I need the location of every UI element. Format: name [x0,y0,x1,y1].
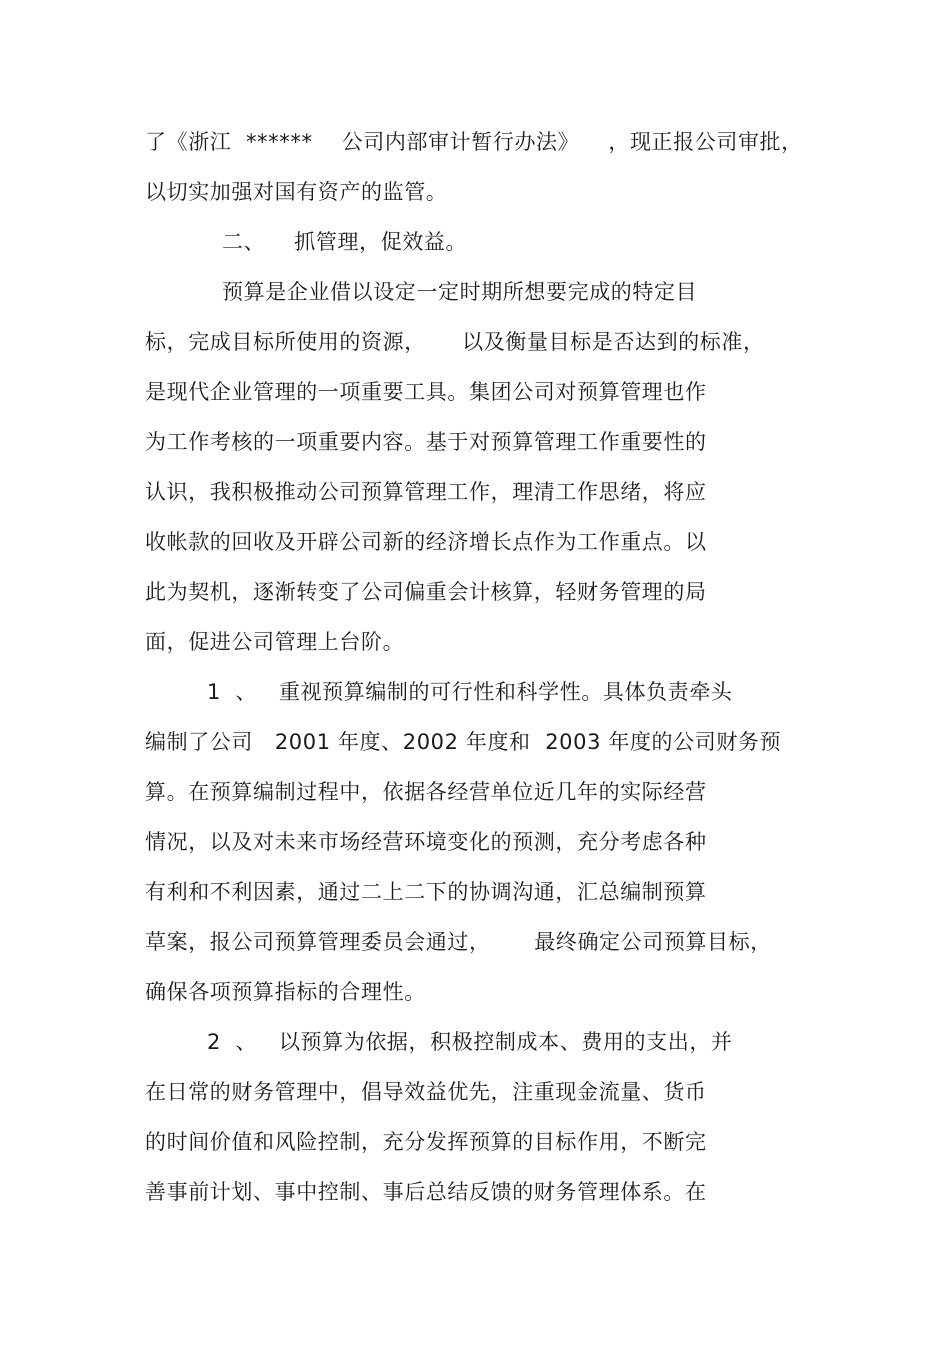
text-line: 认识，我积极推动公司预算管理工作，理清工作思绪，将应 [145,480,707,504]
text-line: 以切实加强对国有资产的监管。 [145,180,448,204]
list-item-heading: 2 、 以预算为依据，积极控制成本、费用的支出，并 [207,1030,733,1054]
text-line: 善事前计划、事中控制、事后总结反馈的财务管理体系。在 [145,1180,707,1204]
text-line: 编制了公司 2001 年度、2002 年度和 2003 年度的公司财务预 [145,730,782,754]
text-line: 有利和不利因素，通过二上二下的协调沟通，汇总编制预算 [145,880,707,904]
text-line: 此为契机，逐渐转变了公司偏重会计核算，轻财务管理的局 [145,580,707,604]
text-line: 在日常的财务管理中，倡导效益优先，注重现金流量、货币 [145,1080,707,1104]
list-item-heading: 1 、 重视预算编制的可行性和科学性。具体负责牵头 [207,680,733,704]
text-line: 算。在预算编制过程中，依据各经营单位近几年的实际经营 [145,780,707,804]
text-line: 标，完成目标所使用的资源， 以及衡量目标是否达到的标准， [145,330,765,354]
text-line: 了《浙江 ****** 公司内部审计暂行办法》 ，现正报公司审批， [145,130,803,154]
text-line: 草案，报公司预算管理委员会通过， 最终确定公司预算目标， [145,930,772,954]
text-line: 面，促进公司管理上台阶。 [145,630,405,654]
text-line: 确保各项预算指标的合理性。 [145,980,426,1004]
text-line: 情况，以及对未来市场经营环境变化的预测，充分考虑各种 [145,830,707,854]
text-line: 预算是企业借以设定一定时期所想要完成的特定目 [222,280,698,304]
text-line: 是现代企业管理的一项重要工具。集团公司对预算管理也作 [145,380,707,404]
text-line: 收帐款的回收及开辟公司新的经济增长点作为工作重点。以 [145,530,707,554]
section-heading: 二、 抓管理，促效益。 [222,230,468,254]
text-line: 的时间价值和风险控制，充分发挥预算的目标作用，不断完 [145,1130,707,1154]
text-line: 为工作考核的一项重要内容。基于对预算管理工作重要性的 [145,430,707,454]
